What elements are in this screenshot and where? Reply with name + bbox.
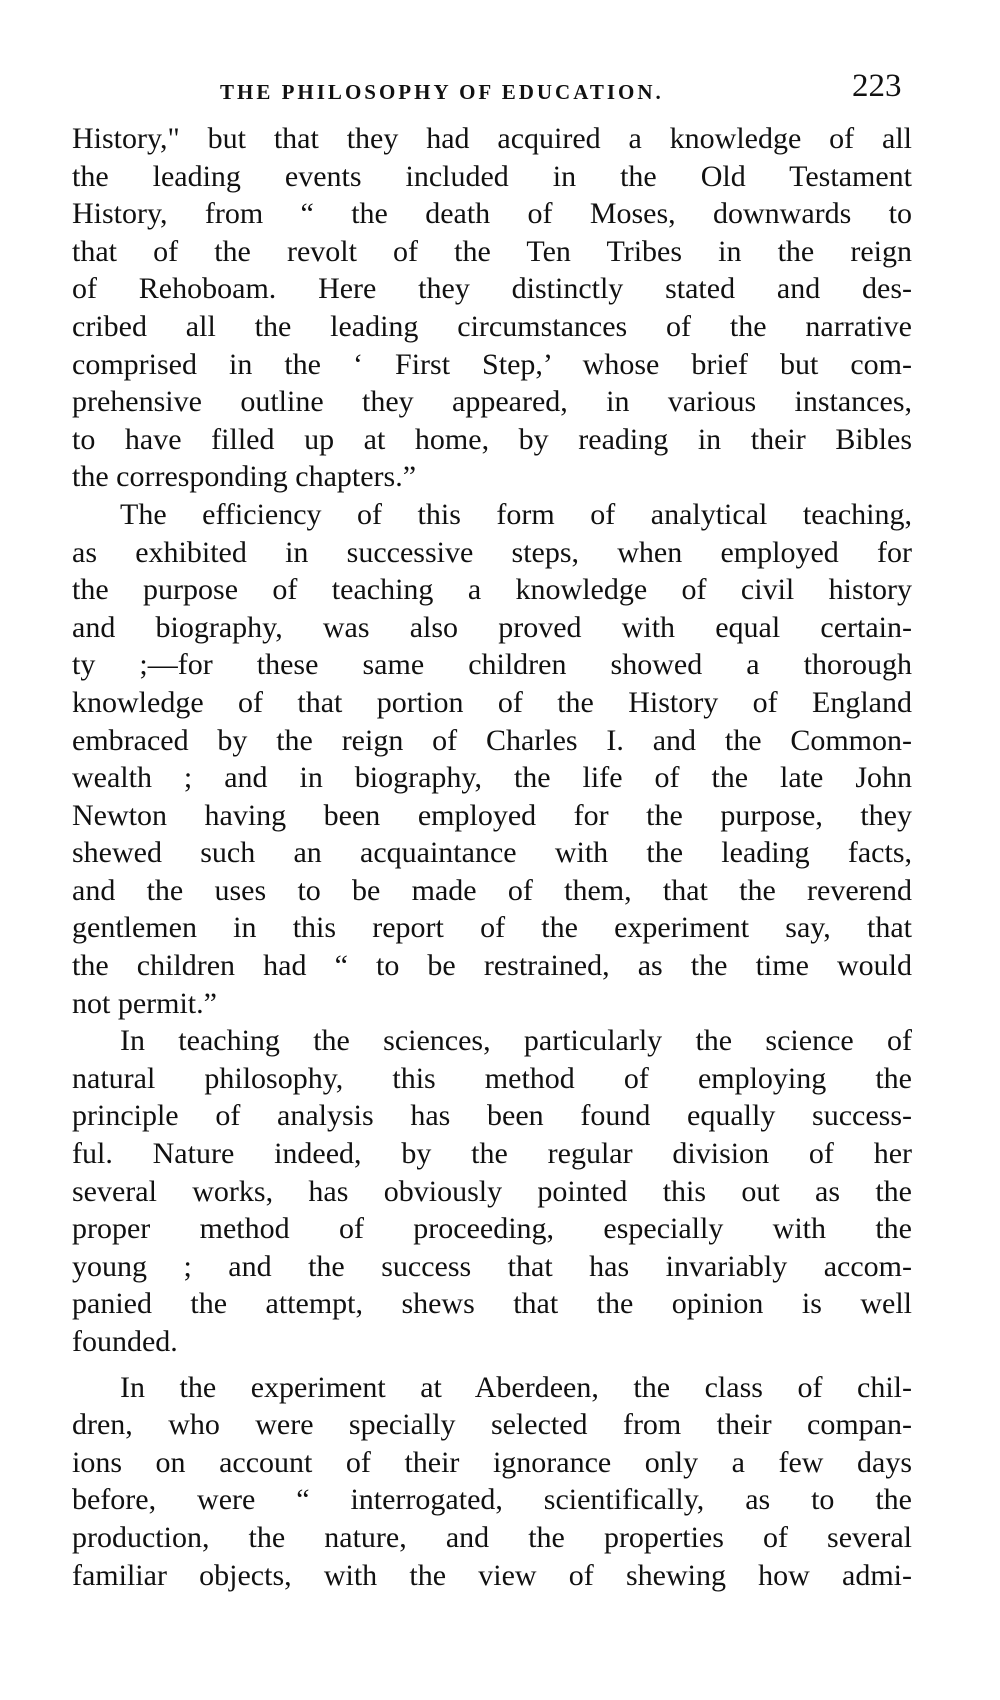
text-line: the children had “ to be restrained, as the time would — [72, 949, 912, 983]
text-line: wealth ; and in biography, the life of the late John — [72, 761, 912, 795]
text-line: to have filled up at home, by reading in their Bibles — [72, 422, 912, 456]
text-line: the leading events included in the Old Testament — [72, 159, 912, 193]
running-head: THE PHILOSOPHY OF EDUCATION. — [220, 80, 664, 104]
text-line: founded. — [72, 1325, 178, 1358]
page-number: 223 — [852, 68, 902, 104]
body-text — [72, 120, 912, 1594]
text-line: In teaching the sciences, particularly the science of — [120, 1024, 912, 1058]
text-line: the corresponding chapters.” — [72, 460, 417, 494]
text-line: of Rehoboam. Here they distinctly stated and des- — [72, 272, 912, 306]
text-line: principle of analysis has been found equally success- — [72, 1099, 912, 1133]
text-line: The efficiency of this form of analytical teaching, — [120, 497, 912, 531]
text-line: gentlemen in this report of the experiment say, that — [72, 911, 912, 945]
paragraph-2 — [72, 496, 912, 1022]
text-line: ions on account of their ignorance only a few days — [72, 1445, 912, 1479]
paragraph-4 — [72, 1369, 912, 1595]
text-line: History, from “ the death of Moses, downwards to — [72, 197, 912, 231]
text-line: before, were “ interrogated, scientifically, as to the — [72, 1483, 912, 1517]
text-line: dren, who were specially selected from their compan- — [72, 1408, 912, 1442]
text-line: comprised in the ‘ First Step,’ whose brief but com- — [72, 347, 912, 381]
text-line: ty ;—for these same children showed a thorough — [72, 648, 912, 682]
text-line: not permit.” — [72, 986, 217, 1020]
text-line: natural philosophy, this method of employing the — [72, 1061, 912, 1095]
text-line: prehensive outline they appeared, in various instances, — [72, 385, 912, 419]
text-line: young ; and the success that has invariably accom- — [72, 1249, 912, 1283]
text-line: knowledge of that portion of the History of England — [72, 685, 912, 719]
text-line: Newton having been employed for the purpose, they — [72, 798, 912, 832]
text-line: panied the attempt, shews that the opinion is well — [72, 1287, 912, 1321]
text-line: ful. Nature indeed, by the regular division of her — [72, 1137, 912, 1171]
text-line: production, the nature, and the properties of several — [72, 1520, 912, 1554]
text-line: In the experiment at Aberdeen, the class of chil- — [120, 1370, 912, 1404]
text-line: as exhibited in successive steps, when employed for — [72, 535, 912, 569]
text-line: History," but that they had acquired a knowledge of all — [72, 122, 912, 155]
text-line: the purpose of teaching a knowledge of civil history — [72, 573, 912, 607]
paragraph-spacer — [72, 1361, 912, 1369]
text-line: and the uses to be made of them, that the reverend — [72, 873, 912, 907]
text-line: proper method of proceeding, especially with the — [72, 1212, 912, 1246]
text-line: that of the revolt of the Ten Tribes in the reign — [72, 234, 912, 268]
paragraph-1 — [72, 120, 912, 496]
text-line: familiar objects, with the view of shewing how admi- — [72, 1558, 912, 1592]
paragraph-3 — [72, 1022, 912, 1360]
text-line: embraced by the reign of Charles I. and the Common- — [72, 723, 912, 757]
text-line: and biography, was also proved with equal certain- — [72, 610, 912, 644]
text-line: several works, has obviously pointed this out as the — [72, 1174, 912, 1208]
text-line: cribed all the leading circumstances of the narrative — [72, 309, 912, 343]
text-line: shewed such an acquaintance with the leading facts, — [72, 836, 912, 870]
